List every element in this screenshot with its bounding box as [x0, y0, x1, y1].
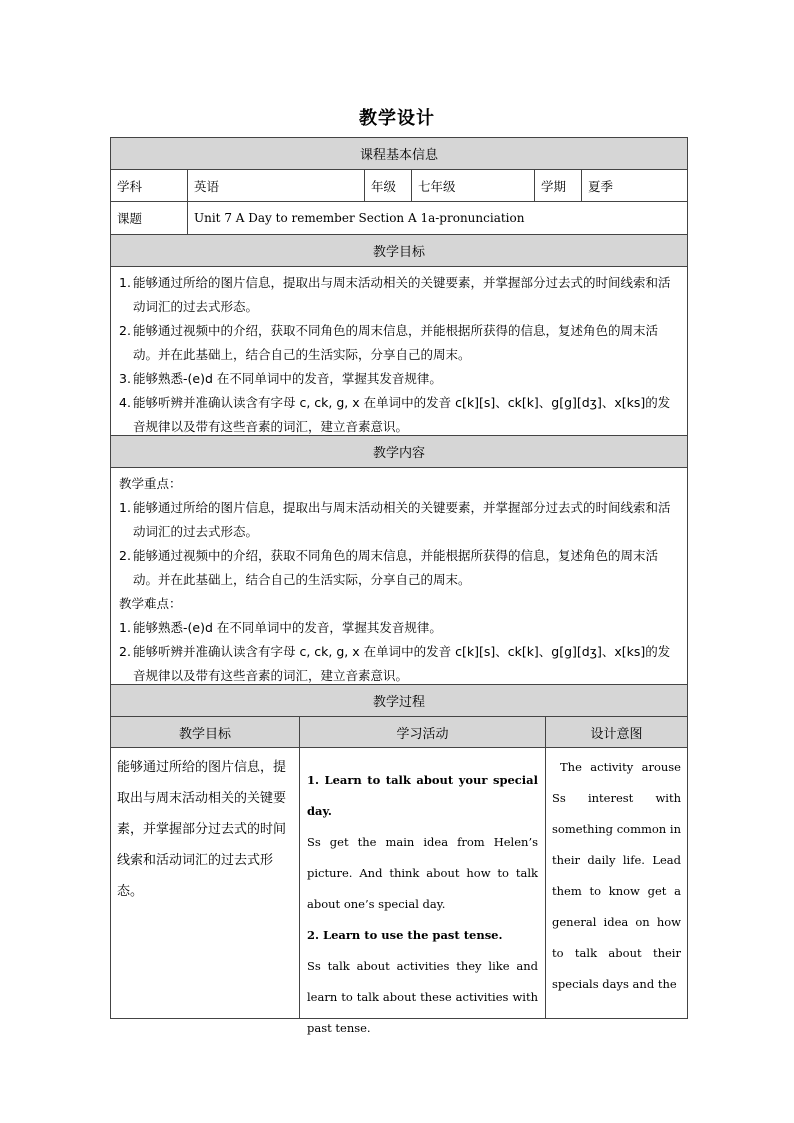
list-item: 2. 能够听辨并准确认读含有字母 c, ck, g, x 在单词中的发音 c[k][s]、ck[k]、g[g][dʒ]、x[ks]的发音规律以及带有这些音素的词汇，建立音素意识。 [119, 644, 671, 683]
col-header-goal: 教学目标 [110, 716, 300, 748]
process-goal-cell: 能够通过所给的图片信息，提取出与周末活动相关的关键要素，并掌握部分过去式的时间线索和活动词汇的过去式形态。 [110, 747, 300, 1019]
section-objectives: 教学目标 [110, 234, 688, 267]
section-process: 教学过程 [110, 684, 688, 717]
difficult-points-label: 教学难点： [119, 596, 182, 611]
section-content: 教学内容 [110, 435, 688, 468]
grade-label: 年级 [364, 169, 412, 202]
activity-1-title: 1. Learn to talk about your special day. [307, 773, 538, 818]
subject-value: 英语 [187, 169, 365, 202]
activity-2-text: Ss talk about activities they like and learn to talk about these activities with past tense. [307, 959, 538, 1035]
col-header-activity: 学习活动 [299, 716, 546, 748]
objectives-list [110, 266, 688, 436]
topic-label: 课题 [110, 201, 188, 235]
page-title: 教学设计 [359, 108, 435, 129]
section-basic-info: 课程基本信息 [110, 137, 688, 170]
list-item: 1. 能够通过所给的图片信息，提取出与周末活动相关的关键要素，并掌握部分过去式的时间线索和活动词汇的过去式形态。 [119, 500, 671, 539]
key-points-label: 教学重点： [119, 476, 182, 491]
activity-1-text: Ss get the main idea from Helen’s picture. And think about how to talk about one’s special day. [307, 835, 538, 911]
subject-label: 学科 [110, 169, 188, 202]
content-body [110, 467, 688, 685]
list-item: 4. 能够听辨并准确认读含有字母 c, ck, g, x 在单词中的发音 c[k][s]、ck[k]、g[g][dʒ]、x[ks]的发音规律以及带有这些音素的词汇，建立音素意识。 [119, 395, 671, 434]
activity-2-title: 2. Learn to use the past tense. [307, 928, 503, 942]
process-activity-cell [299, 747, 546, 1035]
list-item: 2. 能够通过视频中的介绍，获取不同角色的周末信息，并能根据所获得的信息，复述角色的周末活动。并在此基础上，结合自己的生活实际，分享自己的周末。 [119, 548, 659, 587]
topic-value: Unit 7 A Day to remember Section A 1a-pronunciation [187, 201, 688, 235]
list-item: 3. 能够熟悉-(e)d 在不同单词中的发音，掌握其发音规律。 [119, 371, 442, 386]
list-item: 1. 能够通过所给的图片信息，提取出与周末活动相关的关键要素，并掌握部分过去式的时间线索和活动词汇的过去式形态。 [119, 275, 671, 314]
grade-value: 七年级 [411, 169, 535, 202]
col-header-intent: 设计意图 [545, 716, 688, 748]
list-item: 1. 能够熟悉-(e)d 在不同单词中的发音，掌握其发音规律。 [119, 620, 442, 635]
term-value: 夏季 [581, 169, 688, 202]
process-intent-cell: The activity arouse Ss interest with something common in their daily life. Lead them to know get a general idea on how to talk about their specials days and the [545, 747, 688, 1019]
term-label: 学期 [534, 169, 582, 202]
list-item: 2. 能够通过视频中的介绍，获取不同角色的周末信息，并能根据所获得的信息，复述角色的周末活动。并在此基础上，结合自己的生活实际，分享自己的周末。 [119, 323, 659, 362]
